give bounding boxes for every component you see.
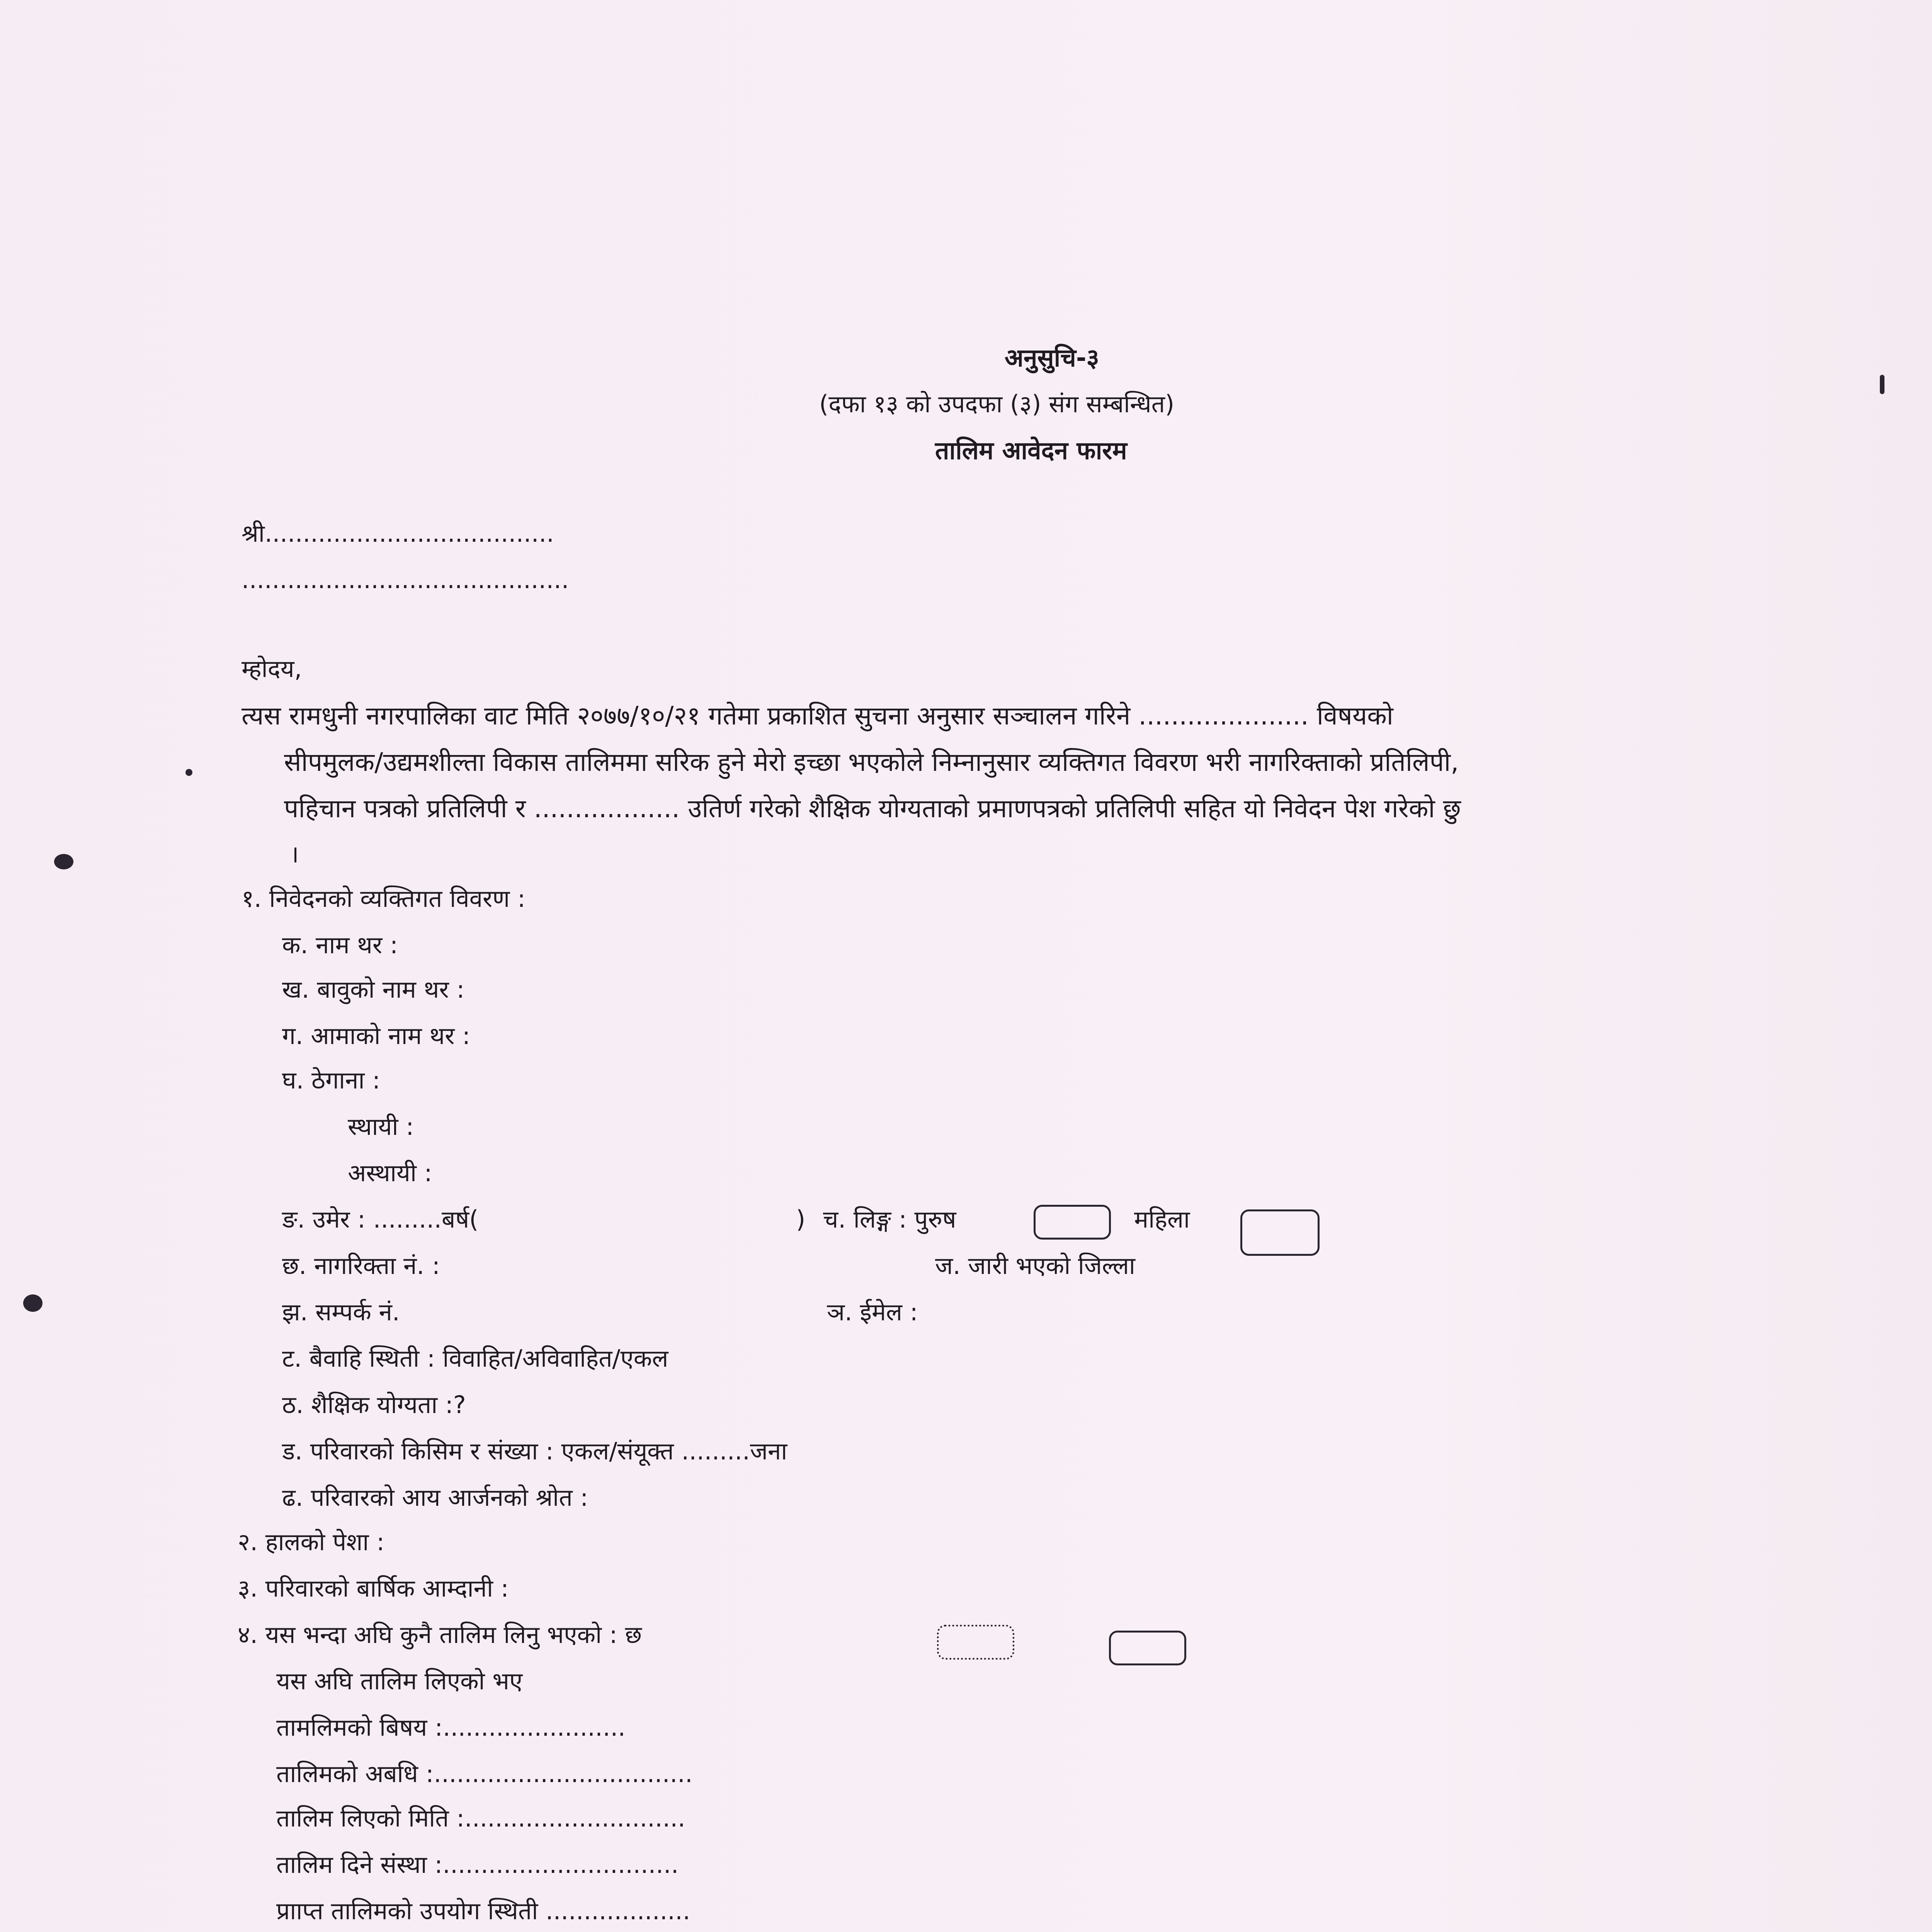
reference-heading: (दफा १३ को उपदफा (३) संग सम्बन्धित) xyxy=(819,390,1175,418)
family-type-label: ड. परिवारको किसिम र संख्या : एकल/संयूक्त .........जना xyxy=(282,1437,787,1465)
training-yes-checkbox[interactable] xyxy=(937,1625,1014,1660)
training-duration-label: तालिमको अबधि :.................................. xyxy=(276,1760,693,1788)
scan-speck xyxy=(23,1294,43,1312)
scan-speck xyxy=(1880,375,1884,394)
body-line-3: पहिचान पत्रको प्रतिलिपी र .................. उतिर्ण गरेको शैक्षिक योग्यताको प्रमाणपत्रको प्रतिलिपी सहित यो निवेदन पेश गरेको छु xyxy=(284,794,1461,823)
body-line-2: सीपमुलक/उद्यमशील्ता विकास तालिममा सरिक हुने मेरो इच्छा भएकोले निम्नानुसार व्यक्तिगत विवरण भरी नागरिक्ताको प्रतिलिपी, xyxy=(284,747,1459,777)
family-income-source-label: ढ. परिवारको आय आर्जनको श्रोत : xyxy=(282,1483,588,1512)
section1-title: १. निवेदनको व्यक्तिगत विवरण : xyxy=(242,884,526,913)
training-usage-label: प्रााप्त तालिमको उपयोग स्थिती ................... xyxy=(276,1897,690,1925)
temporary-address-label: अस्थायी : xyxy=(348,1159,432,1187)
contact-number-label: झ. सम्पर्क नं. xyxy=(282,1298,400,1326)
form-title: तालिम आवेदन फारम xyxy=(935,437,1127,465)
scan-speck xyxy=(54,854,73,869)
schedule-heading: अनुसुचि-३ xyxy=(1005,344,1099,372)
body-line-4: । xyxy=(290,840,299,868)
permanent-address-label: स्थायी : xyxy=(348,1112,414,1141)
age-close-paren: ) xyxy=(796,1205,806,1233)
addressee-line-2: ........................................... xyxy=(242,566,569,594)
female-checkbox[interactable] xyxy=(1240,1209,1320,1256)
education-label: ठ. शैक्षिक योग्यता :? xyxy=(282,1391,466,1419)
salutation: म्होदय, xyxy=(242,655,302,683)
name-label: क. नाम थर : xyxy=(282,931,398,959)
training-institute-label: तालिम दिने संस्था :............................... xyxy=(276,1850,679,1879)
training-if-taken-label: यस अघि तालिम लिएको भए xyxy=(276,1667,523,1695)
addressee-line-1: श्री...................................... xyxy=(242,519,554,548)
gender-label: च. लिङ्ग : पुरुष xyxy=(823,1205,956,1233)
section3-annual-income: ३. परिवारको बार्षिक आम्दानी : xyxy=(238,1574,509,1602)
mother-name-label: ग. आमाको नाम थर : xyxy=(282,1022,471,1050)
training-date-label: तालिम लिएको मिति :............................. xyxy=(276,1804,685,1832)
father-name-label: ख. बावुको नाम थर : xyxy=(282,975,465,1003)
age-label: ङ. उमेर : .........बर्ष( xyxy=(282,1205,479,1233)
section4-title: ४. यस भन्दा अघि कुनै तालिम लिनु भएको : छ xyxy=(238,1621,642,1649)
marital-status-label: ट. बैवाहि स्थिती : विवाहित/अविवाहित/एकल xyxy=(282,1344,668,1372)
scan-speck xyxy=(185,769,192,776)
male-checkbox[interactable] xyxy=(1034,1205,1111,1240)
email-label: ञ. ईमेल : xyxy=(827,1298,918,1326)
body-line-1: त्यस रामधुनी नगरपालिका वाट मिति २०७७/१०/२१ गतेमा प्रकाशित सुचना अनुसार सञ्चालन गरिने ..................... विषयको xyxy=(242,701,1393,731)
issued-district-label: ज. जारी भएको जिल्ला xyxy=(935,1252,1135,1280)
section2-occupation: २. हालको पेशा : xyxy=(238,1528,385,1556)
training-subject-label: तामलिमको बिषय :........................ xyxy=(276,1713,626,1742)
training-no-checkbox[interactable] xyxy=(1109,1631,1186,1665)
female-label: महिला xyxy=(1134,1205,1190,1233)
address-label: घ. ठेगाना : xyxy=(282,1066,381,1094)
citizenship-number-label: छ. नागरिक्ता नं. : xyxy=(282,1252,440,1280)
